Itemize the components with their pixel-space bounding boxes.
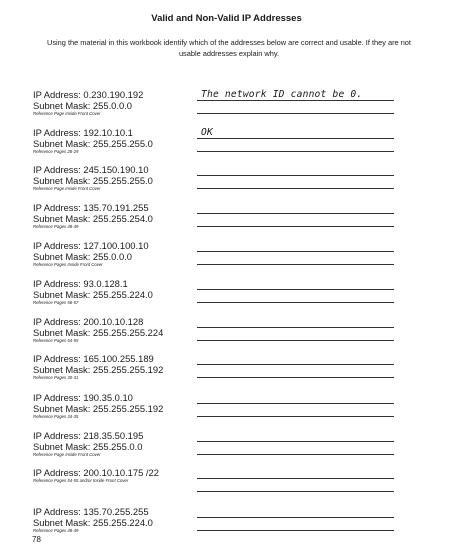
entry-5 — [33, 240, 413, 268]
entry-4 — [33, 202, 413, 230]
entry-6 — [33, 278, 413, 306]
ip-address: IP Address: 218.35.50.195 — [33, 430, 144, 441]
subnet-mask: Subnet Mask: 255.255.255.192 — [33, 403, 164, 414]
reference-pages: Reference Pages 56-57 — [33, 300, 79, 305]
subnet-mask: Subnet Mask: 255.0.0.0 — [33, 251, 133, 262]
reference-pages: Reference Page Inside Front Cover — [33, 452, 101, 457]
entry-2 — [33, 127, 413, 155]
entry-1 — [33, 89, 413, 117]
handwritten-answer: OK — [201, 127, 213, 138]
reference-pages: Reference Pages 28-29 — [33, 149, 79, 154]
reference-pages: Reference Page Inside Front Cover — [33, 186, 101, 191]
ip-address: IP Address: 200.10.10.128 — [33, 316, 144, 327]
ip-address: IP Address: 192.10.10.1 — [33, 127, 133, 138]
answer-line[interactable] — [197, 364, 394, 365]
answer-line[interactable] — [197, 100, 394, 101]
entry-12 — [33, 506, 413, 534]
answer-line[interactable] — [197, 441, 394, 442]
answer-line[interactable] — [197, 454, 394, 455]
answer-line[interactable] — [197, 478, 394, 479]
ip-address: IP Address: 93.0.128.1 — [33, 278, 128, 289]
ip-address: IP Address: 135.70.255.255 — [33, 506, 149, 517]
handwritten-answer: The network ID cannot be 0. — [201, 89, 363, 100]
reference-pages: Reference Pages 34-35 — [33, 414, 79, 419]
answer-line[interactable] — [197, 327, 394, 328]
subnet-mask: Subnet Mask: 255.255.255.224 — [33, 327, 164, 338]
answer-line[interactable] — [197, 416, 394, 417]
answer-line[interactable] — [197, 213, 394, 214]
ip-address: IP Address: 0.230.190.192 — [33, 89, 144, 100]
subnet-mask: Subnet Mask: 255.0.0.0 — [33, 100, 133, 111]
answer-line[interactable] — [197, 340, 394, 341]
ip-address: IP Address: 127.100.100.10 — [33, 240, 149, 251]
entry-8 — [33, 353, 413, 381]
reference-pages: Reference Pages 48-49 — [33, 224, 79, 229]
subnet-mask: Subnet Mask: 255.255.224.0 — [33, 517, 153, 528]
answer-line[interactable] — [197, 175, 394, 176]
entry-3 — [33, 164, 413, 192]
reference-pages: Reference Pages Inside Front Cover — [33, 262, 103, 267]
answer-line[interactable] — [197, 188, 394, 189]
ip-address: IP Address: 190.35.0.10 — [33, 392, 133, 403]
entry-11 — [33, 467, 413, 484]
answer-line[interactable] — [197, 377, 394, 378]
answer-line[interactable] — [197, 226, 394, 227]
ip-address: IP Address: 200.10.10.175 /22 — [33, 467, 159, 478]
entry-10 — [33, 430, 413, 458]
entry-9 — [33, 392, 413, 420]
reference-pages: Reference Pages 54-55 and/or Inside Front Cover — [33, 478, 129, 483]
answer-line[interactable] — [197, 264, 394, 265]
subnet-mask: Subnet Mask: 255.255.254.0 — [33, 213, 153, 224]
answer-line[interactable] — [197, 289, 394, 290]
page-title: Valid and Non-Valid IP Addresses — [151, 13, 302, 24]
subnet-mask: Subnet Mask: 255.255.0.0 — [33, 441, 143, 452]
answer-line[interactable] — [197, 517, 394, 518]
answer-line[interactable] — [197, 138, 394, 139]
answer-line[interactable] — [197, 491, 394, 492]
answer-line[interactable] — [197, 251, 394, 252]
subnet-mask: Subnet Mask: 255.255.224.0 — [33, 289, 153, 300]
subnet-mask: Subnet Mask: 255.255.255.0 — [33, 138, 153, 149]
subnet-mask: Subnet Mask: 255.255.255.0 — [33, 175, 153, 186]
answer-line[interactable] — [197, 113, 394, 114]
ip-address: IP Address: 245.150.190.10 — [33, 164, 149, 175]
reference-pages: Reference Pages 48-49 — [33, 528, 79, 533]
reference-pages: Reference Pages 54-55 — [33, 338, 79, 343]
answer-line[interactable] — [197, 530, 394, 531]
entry-7 — [33, 316, 413, 344]
ip-address: IP Address: 165.100.255.189 — [33, 353, 154, 364]
ip-address: IP Address: 135.70.191.255 — [33, 202, 149, 213]
answer-line[interactable] — [197, 151, 394, 152]
page-number: 78 — [32, 535, 41, 544]
subnet-mask: Subnet Mask: 255.255.255.192 — [33, 364, 164, 375]
instructions: Using the material in this workbook identify which of the addresses below are correct and usable. If they are not usable addresses explain why. — [47, 38, 411, 58]
answer-line[interactable] — [197, 403, 394, 404]
answer-line[interactable] — [197, 302, 394, 303]
reference-pages: Reference Page Inside Front Cover — [33, 111, 101, 116]
reference-pages: Reference Pages 30-31 — [33, 375, 79, 380]
